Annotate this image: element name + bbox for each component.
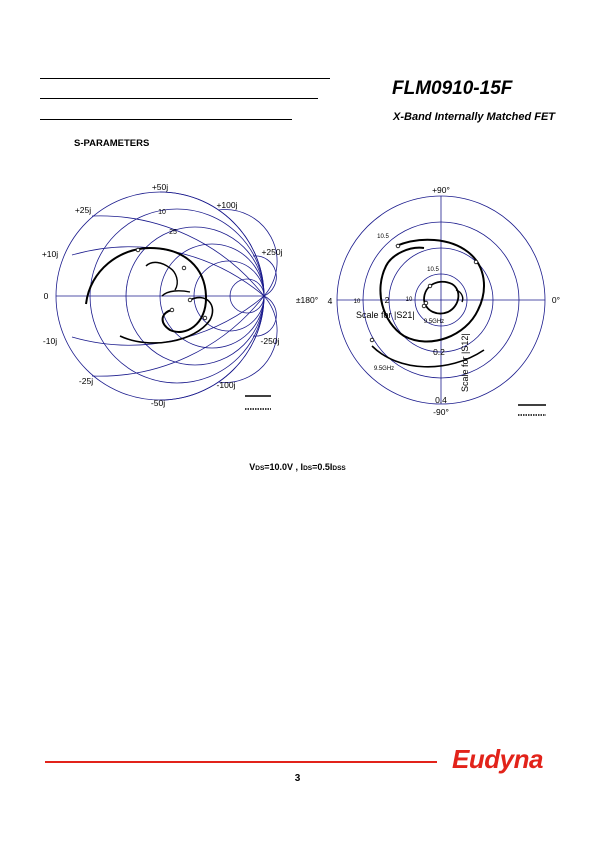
s22-inner-segment [162,291,190,296]
part-number: FLM0910-15F [392,78,513,99]
smith-label-minus100j: -100j [216,380,236,390]
polar-mag-2: 2 [384,295,390,305]
s11-small-loop [146,262,177,290]
smith-label-plus10j: +10j [41,249,59,259]
polar-marker [422,304,426,308]
polar-marker [396,244,400,248]
smith-marker [170,308,174,312]
smith-traces [86,248,213,343]
smith-label-minus250j: -250j [260,336,280,346]
cond-mid: =10.0V , I [264,462,304,472]
polar-label-0: 0° [551,295,561,305]
bias-conditions [0,462,595,472]
cond-v: V [249,462,256,472]
smith-label-minus50j: -50j [150,398,166,408]
s-parameter-figure [0,170,595,430]
footer-red-rule [45,761,437,763]
smith-label-r10: 10 [158,209,166,216]
smith-label-plus25j: +25j [74,205,92,215]
polar-freq-10-5-inner: 10.5 [427,267,439,273]
smith-label-plus100j: +100j [216,200,238,210]
polar-mag-0-4: 0.4 [435,395,447,405]
polar-mag-0-2: 0.2 [433,347,445,357]
polar-mag-4: 4 [327,296,333,306]
page-number: 3 [294,773,301,784]
polar-mag-10-5: 10.5 [377,234,389,240]
smith-marker [182,266,186,270]
header-rule-2 [40,98,318,99]
polar-legend [518,405,546,415]
header-rule-1 [40,78,330,79]
smith-label-r25: 25 [169,229,177,236]
smith-chart [56,192,277,400]
polar-marker [370,338,374,342]
smith-label-plus250j: +250j [261,247,283,257]
smith-label-minus25j: -25j [78,376,94,386]
polar-chart [337,196,545,404]
scale-s21-label: Scale for |S21| [356,310,415,320]
product-subtitle: X-Band Internally Matched FET [393,111,555,123]
polar-freq-9-5-outer: 9.5GHz [373,366,395,372]
cond-v-sub: DS [255,465,265,472]
polar-mag-10-right: 10 [405,297,413,303]
cond-i-sub: DS [303,465,313,472]
header-rule-3 [40,119,292,120]
smith-label-zero: 0 [43,291,49,301]
polar-marker [474,260,478,264]
smith-label-minus10j: -10j [42,336,58,346]
polar-label-180: ±180° [295,295,319,305]
polar-marker [428,284,432,288]
polar-label-plus90: +90° [432,185,450,195]
cond-idss-sub: DSS [332,465,346,472]
scale-s12-label: Scale for |S12| [460,333,470,392]
polar-label-minus90: -90° [433,407,449,417]
smith-legend [245,396,271,409]
smith-label-plus50j: +50j [151,182,169,192]
smith-marker [203,316,207,320]
s11-trace [86,248,206,332]
smith-marker [136,248,140,252]
smith-marker [188,298,192,302]
polar-mag-10-left: 10 [353,299,361,305]
polar-freq-9-5-inner: 9.5GHz [423,319,445,325]
eudyna-logo: Eudyna [452,744,543,774]
cond-eq: =0.5I [312,462,333,472]
section-title: S-PARAMETERS [74,138,150,149]
